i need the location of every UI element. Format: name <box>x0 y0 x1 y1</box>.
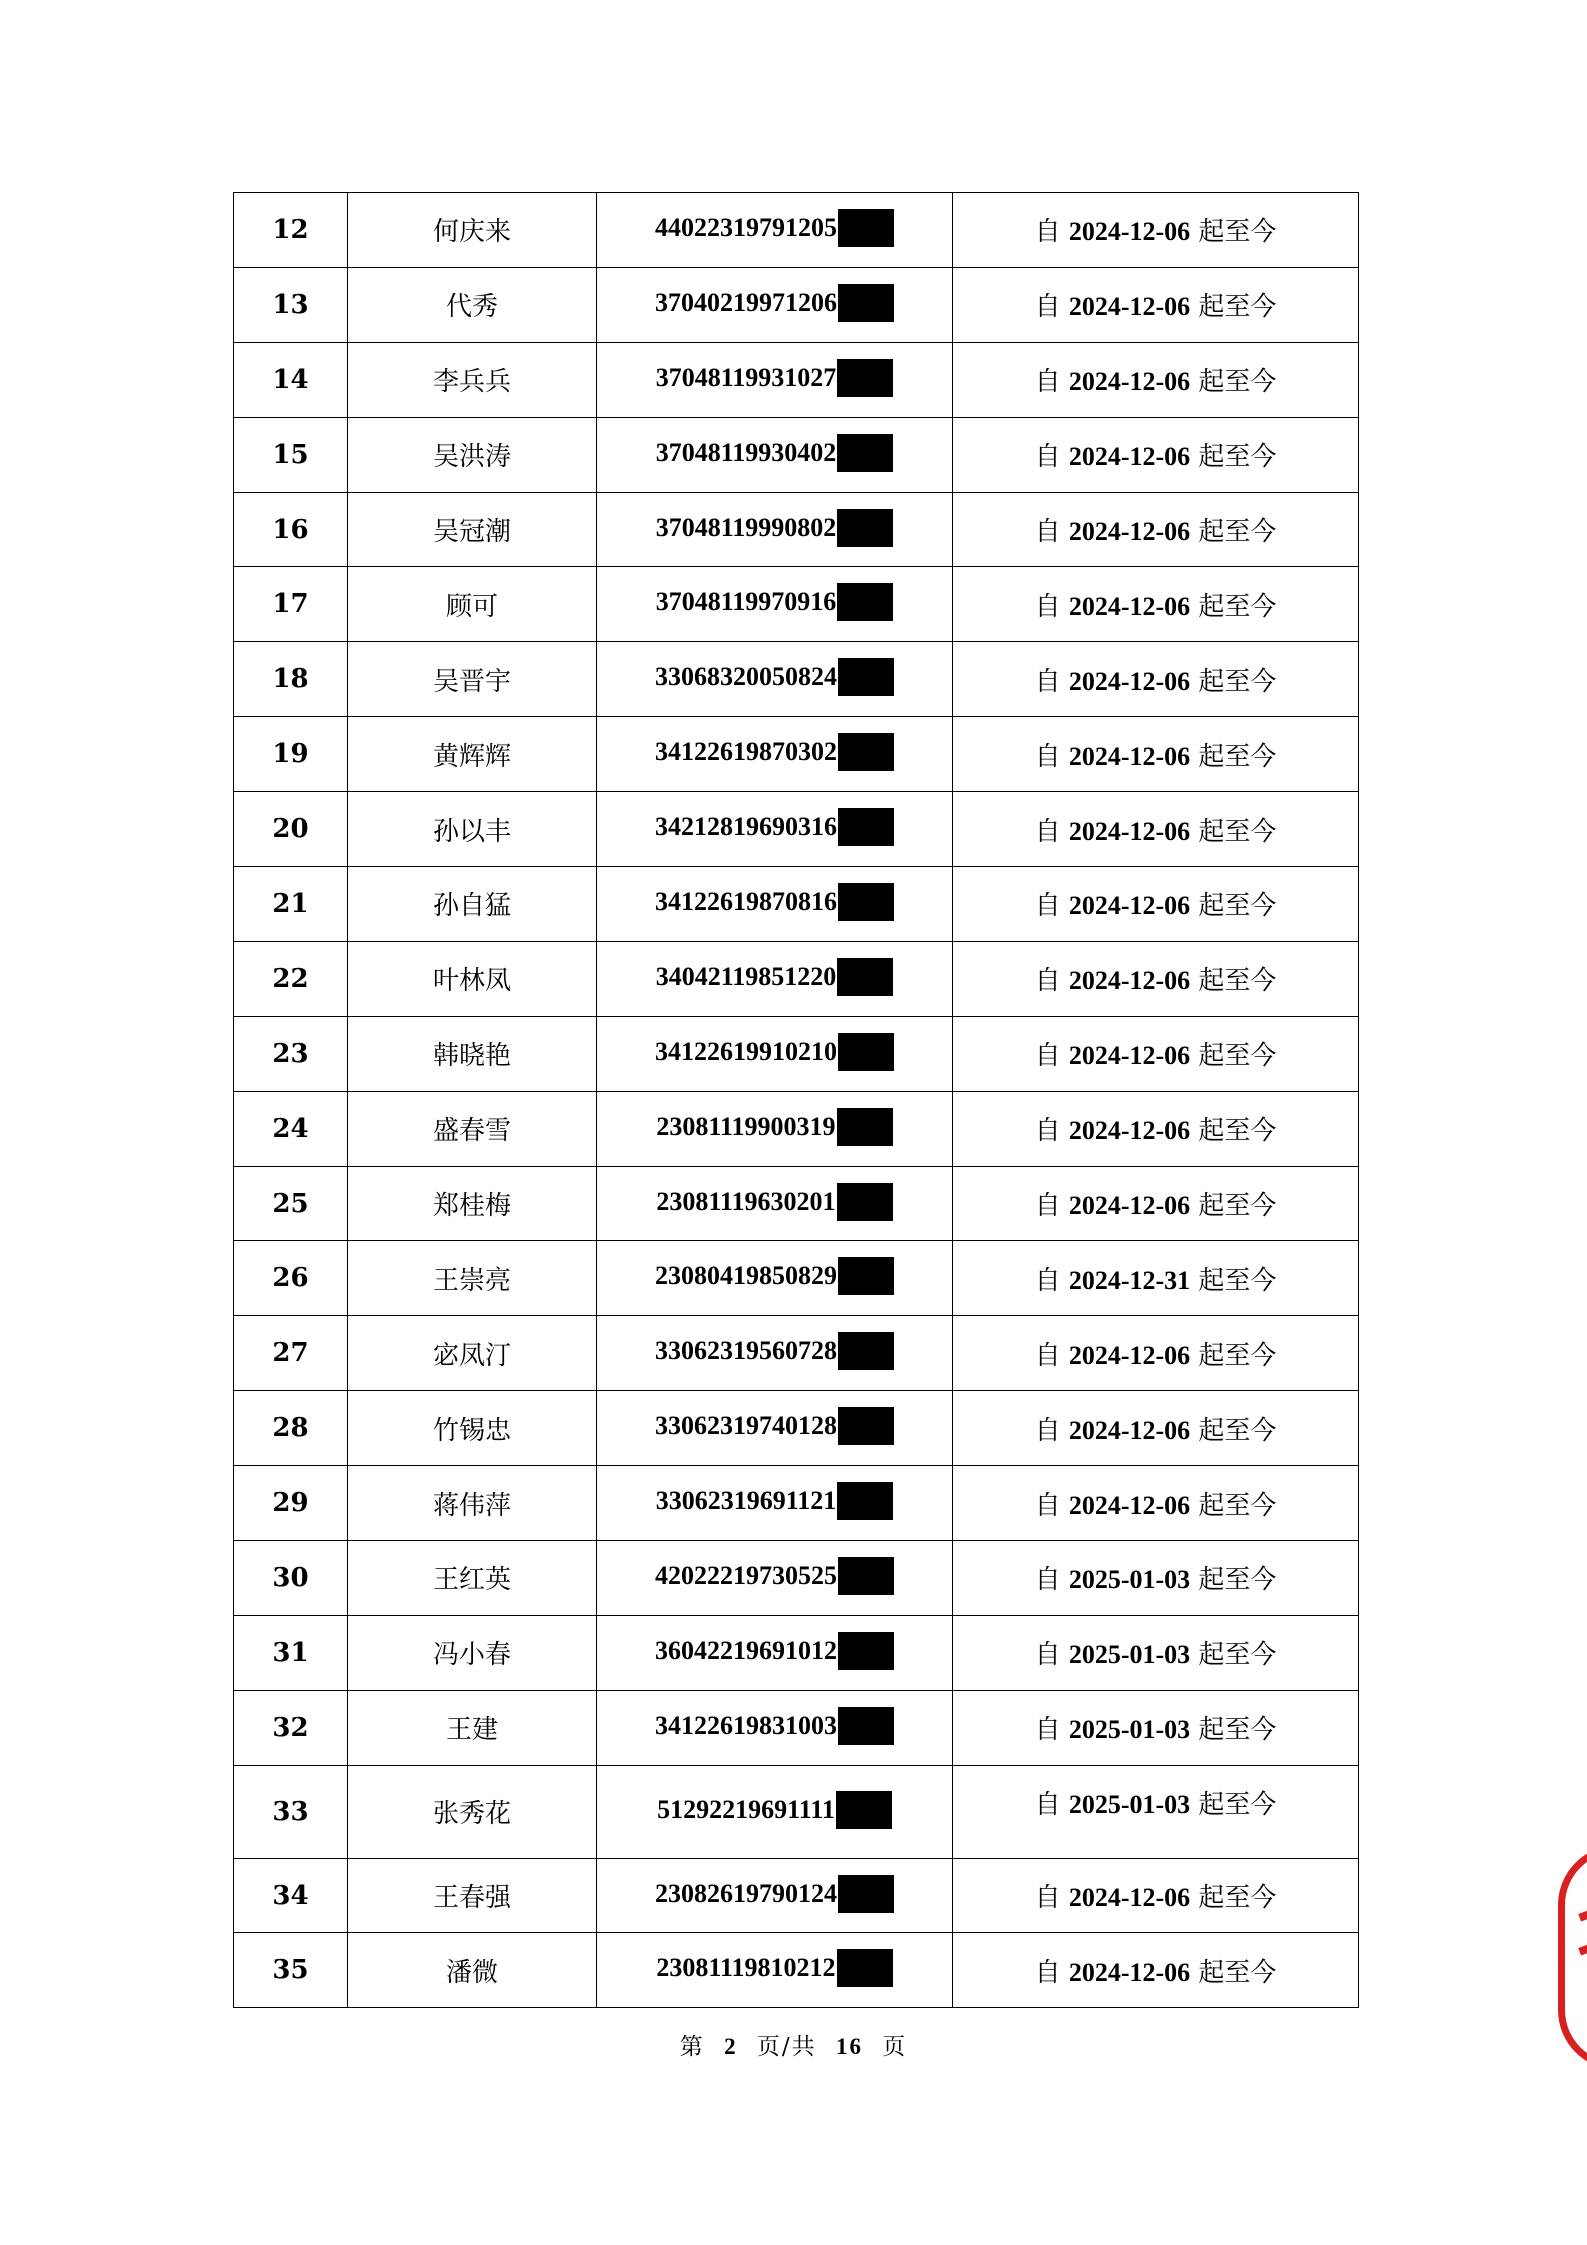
table-row <box>234 941 1359 1016</box>
id-number-cell <box>597 1391 953 1466</box>
start-date: 2024-12-06 <box>1068 1116 1191 1146</box>
person-name: 黄辉辉 <box>348 717 597 792</box>
redaction-block <box>838 1875 894 1913</box>
id-number-visible: 33062319740128 <box>655 1411 837 1441</box>
period-suffix: 起至今 <box>1190 1191 1277 1222</box>
person-name: 盛春雪 <box>348 1091 597 1166</box>
start-date: 2024-12-06 <box>1068 1041 1191 1071</box>
table-row <box>234 1316 1359 1391</box>
period-prefix: 自 <box>1034 1883 1069 1914</box>
person-name: 潘微 <box>348 1933 597 2008</box>
person-name: 李兵兵 <box>348 342 597 417</box>
effective-period <box>953 193 1359 268</box>
person-name: 韩晓艳 <box>348 1016 597 1091</box>
row-number: 25 <box>234 1166 348 1241</box>
start-date: 2024-12-06 <box>1068 1340 1191 1370</box>
row-number: 15 <box>234 417 348 492</box>
effective-period <box>953 1166 1359 1241</box>
id-number-cell <box>597 941 953 1016</box>
redaction-block <box>837 1108 893 1146</box>
id-number-cell <box>597 1690 953 1765</box>
effective-period <box>953 1765 1359 1858</box>
start-date: 2025-01-03 <box>1068 1565 1191 1595</box>
effective-period <box>953 717 1359 792</box>
redaction-block <box>837 958 893 996</box>
period-prefix: 自 <box>1034 367 1069 398</box>
id-number-visible: 33062319691121 <box>655 1486 837 1516</box>
period-prefix: 自 <box>1034 1789 1069 1820</box>
period-suffix: 起至今 <box>1190 966 1277 997</box>
effective-period <box>953 642 1359 717</box>
period-suffix: 起至今 <box>1190 1957 1277 1988</box>
effective-period <box>953 1466 1359 1541</box>
period-suffix: 起至今 <box>1190 591 1277 622</box>
id-number-cell <box>597 267 953 342</box>
effective-period <box>953 492 1359 567</box>
row-number: 30 <box>234 1541 348 1616</box>
effective-period <box>953 792 1359 867</box>
start-date: 2024-12-06 <box>1068 591 1191 621</box>
redaction-block <box>837 583 893 621</box>
person-name: 孙自猛 <box>348 867 597 942</box>
id-number-visible: 23081119810212 <box>656 1953 836 1983</box>
period-suffix: 起至今 <box>1190 816 1277 847</box>
row-number: 13 <box>234 267 348 342</box>
period-prefix: 自 <box>1034 966 1069 997</box>
id-number-cell <box>597 1858 953 1933</box>
period-suffix: 起至今 <box>1190 217 1277 248</box>
table-row <box>234 1241 1359 1316</box>
id-number-cell <box>597 567 953 642</box>
redaction-block <box>838 1707 894 1745</box>
id-number-visible: 23081119630201 <box>656 1186 836 1216</box>
redaction-block <box>837 359 893 397</box>
id-number-cell <box>597 1541 953 1616</box>
row-number: 24 <box>234 1091 348 1166</box>
id-number-cell <box>597 1615 953 1690</box>
redaction-block <box>838 1257 894 1295</box>
start-date: 2024-12-06 <box>1068 966 1191 996</box>
effective-period <box>953 1933 1359 2008</box>
period-prefix: 自 <box>1034 217 1069 248</box>
period-prefix: 自 <box>1034 1265 1069 1296</box>
row-number: 31 <box>234 1615 348 1690</box>
table-row <box>234 1391 1359 1466</box>
row-number: 18 <box>234 642 348 717</box>
row-number: 16 <box>234 492 348 567</box>
table-row <box>234 1091 1359 1166</box>
redaction-block <box>838 883 894 921</box>
row-number: 35 <box>234 1933 348 2008</box>
table-row <box>234 567 1359 642</box>
effective-period <box>953 1091 1359 1166</box>
effective-period <box>953 1858 1359 1933</box>
id-number-cell <box>597 1765 953 1858</box>
period-suffix: 起至今 <box>1190 1789 1277 1820</box>
row-number: 19 <box>234 717 348 792</box>
page-footer <box>0 2028 1587 2061</box>
start-date: 2024-12-06 <box>1068 517 1191 546</box>
redaction-block <box>837 434 893 472</box>
id-number-cell <box>597 1241 953 1316</box>
id-number-cell <box>597 717 953 792</box>
person-name: 宓凤汀 <box>348 1316 597 1391</box>
table-row <box>234 1933 1359 2008</box>
row-number: 29 <box>234 1466 348 1541</box>
table-row <box>234 267 1359 342</box>
id-number-cell <box>597 792 953 867</box>
redaction-block <box>837 1183 893 1221</box>
table-row <box>234 342 1359 417</box>
id-number-cell <box>597 1933 953 2008</box>
table-row <box>234 717 1359 792</box>
table-row <box>234 1466 1359 1541</box>
period-prefix: 自 <box>1034 1490 1069 1521</box>
effective-period <box>953 1615 1359 1690</box>
person-name: 郑桂梅 <box>348 1166 597 1241</box>
start-date: 2025-01-03 <box>1068 1789 1191 1819</box>
period-suffix: 起至今 <box>1190 741 1277 772</box>
effective-period <box>953 267 1359 342</box>
id-number-visible: 34122619831003 <box>655 1710 837 1740</box>
id-number-cell <box>597 417 953 492</box>
row-number: 22 <box>234 941 348 1016</box>
id-number-visible: 44022319791205 <box>655 212 837 242</box>
id-number-cell <box>597 193 953 268</box>
period-suffix: 起至今 <box>1190 1640 1277 1671</box>
effective-period <box>953 1391 1359 1466</box>
person-name: 张秀花 <box>348 1765 597 1858</box>
redaction-block <box>838 1332 894 1370</box>
period-suffix: 起至今 <box>1190 517 1277 547</box>
start-date: 2025-01-03 <box>1068 1640 1191 1670</box>
effective-period <box>953 1241 1359 1316</box>
start-date: 2024-12-06 <box>1068 217 1191 247</box>
table-row <box>234 642 1359 717</box>
period-prefix: 自 <box>1034 816 1069 847</box>
period-suffix: 起至今 <box>1190 1041 1277 1072</box>
person-name: 孙以丰 <box>348 792 597 867</box>
table-row <box>234 1765 1359 1858</box>
period-suffix: 起至今 <box>1190 1415 1277 1446</box>
period-prefix: 自 <box>1034 1565 1069 1596</box>
roster-table-body <box>234 193 1359 2008</box>
id-number-visible: 23082619790124 <box>655 1878 837 1908</box>
start-date: 2024-12-06 <box>1068 1883 1191 1913</box>
period-suffix: 起至今 <box>1190 1340 1277 1371</box>
table-row <box>234 1858 1359 1933</box>
table-row <box>234 193 1359 268</box>
row-number: 28 <box>234 1391 348 1466</box>
period-prefix: 自 <box>1034 1715 1069 1746</box>
id-number-visible: 33068320050824 <box>655 662 837 692</box>
row-number: 26 <box>234 1241 348 1316</box>
period-suffix: 起至今 <box>1190 367 1277 398</box>
redaction-block <box>836 1791 892 1829</box>
id-number-cell <box>597 1016 953 1091</box>
footer-total-pages: 16 <box>835 2034 863 2059</box>
period-prefix: 自 <box>1034 1340 1069 1371</box>
row-number: 23 <box>234 1016 348 1091</box>
id-number-cell <box>597 1466 953 1541</box>
period-suffix: 起至今 <box>1190 1116 1277 1147</box>
period-prefix: 自 <box>1034 1415 1069 1446</box>
row-number: 14 <box>234 342 348 417</box>
start-date: 2024-12-06 <box>1068 367 1191 397</box>
person-name: 王春强 <box>348 1858 597 1933</box>
effective-period <box>953 1541 1359 1616</box>
id-number-visible: 34212819690316 <box>655 812 837 842</box>
row-number: 17 <box>234 567 348 642</box>
footer-suffix: 页 <box>882 2034 908 2060</box>
start-date: 2024-12-31 <box>1068 1265 1191 1295</box>
footer-middle: 页/共 <box>756 2034 817 2060</box>
period-prefix: 自 <box>1034 591 1069 622</box>
row-number: 12 <box>234 193 348 268</box>
redaction-block <box>837 1949 893 1987</box>
person-name: 代秀 <box>348 267 597 342</box>
row-number: 33 <box>234 1765 348 1858</box>
id-number-cell <box>597 1166 953 1241</box>
period-prefix: 自 <box>1034 1640 1069 1671</box>
id-number-visible: 34122619870816 <box>655 886 837 916</box>
effective-period <box>953 1016 1359 1091</box>
id-number-visible: 37048119990802 <box>655 512 837 542</box>
start-date: 2024-12-06 <box>1068 666 1191 696</box>
id-number-visible: 34122619870302 <box>655 737 837 767</box>
start-date: 2024-12-06 <box>1068 1191 1191 1221</box>
start-date: 2024-12-06 <box>1068 741 1191 771</box>
redaction-block <box>838 658 894 696</box>
id-number-visible: 23081119900319 <box>656 1111 836 1141</box>
person-name: 顾可 <box>348 567 597 642</box>
roster-table <box>233 192 1359 2008</box>
table-row <box>234 492 1359 567</box>
period-suffix: 起至今 <box>1190 1565 1277 1596</box>
person-name: 王红英 <box>348 1541 597 1616</box>
start-date: 2024-12-06 <box>1068 1415 1191 1445</box>
person-name: 王崇亮 <box>348 1241 597 1316</box>
period-suffix: 起至今 <box>1190 292 1277 323</box>
id-number-visible: 37048119930402 <box>655 437 837 467</box>
id-number-visible: 51292219691111 <box>657 1794 835 1824</box>
period-suffix: 起至今 <box>1190 442 1277 473</box>
redaction-block <box>838 1033 894 1071</box>
id-number-cell <box>597 642 953 717</box>
table-row <box>234 417 1359 492</box>
person-name: 冯小春 <box>348 1615 597 1690</box>
id-number-visible: 37040219971206 <box>655 287 837 317</box>
person-name: 蒋伟萍 <box>348 1466 597 1541</box>
person-name: 王建 <box>348 1690 597 1765</box>
period-suffix: 起至今 <box>1190 1490 1277 1521</box>
table-row <box>234 1166 1359 1241</box>
period-prefix: 自 <box>1034 1116 1069 1147</box>
effective-period <box>953 567 1359 642</box>
person-name: 竹锡忠 <box>348 1391 597 1466</box>
start-date: 2024-12-06 <box>1068 292 1191 322</box>
id-number-cell <box>597 492 953 567</box>
start-date: 2024-12-06 <box>1068 442 1191 472</box>
person-name: 叶林凤 <box>348 941 597 1016</box>
footer-prefix: 第 <box>679 2034 705 2060</box>
row-number: 27 <box>234 1316 348 1391</box>
id-number-visible: 37048119931027 <box>655 362 837 392</box>
id-number-visible: 34122619910210 <box>655 1036 837 1066</box>
id-number-cell <box>597 867 953 942</box>
period-prefix: 自 <box>1034 517 1069 547</box>
person-name: 吴冠潮 <box>348 492 597 567</box>
start-date: 2024-12-06 <box>1068 1490 1191 1520</box>
id-number-cell <box>597 1091 953 1166</box>
period-suffix: 起至今 <box>1190 1883 1277 1914</box>
redaction-block <box>838 1557 894 1595</box>
id-number-visible: 23080419850829 <box>655 1261 837 1291</box>
period-prefix: 自 <box>1034 1191 1069 1222</box>
footer-page-number: 2 <box>724 2034 738 2059</box>
person-name: 吴晋宇 <box>348 642 597 717</box>
period-suffix: 起至今 <box>1190 666 1277 697</box>
person-name: 何庆来 <box>348 193 597 268</box>
redaction-block <box>838 733 894 771</box>
redaction-block <box>838 1632 894 1670</box>
period-prefix: 自 <box>1034 1957 1069 1988</box>
redaction-block <box>838 284 894 322</box>
row-number: 34 <box>234 1858 348 1933</box>
period-prefix: 自 <box>1034 666 1069 697</box>
period-prefix: 自 <box>1034 1041 1069 1072</box>
row-number: 20 <box>234 792 348 867</box>
person-name: 吴洪涛 <box>348 417 597 492</box>
redaction-block <box>837 509 893 547</box>
id-number-visible: 37048119970916 <box>655 587 837 617</box>
table-row <box>234 1016 1359 1091</box>
table-row <box>234 1615 1359 1690</box>
period-suffix: 起至今 <box>1190 891 1277 922</box>
row-number: 32 <box>234 1690 348 1765</box>
table-row <box>234 792 1359 867</box>
table-row <box>234 1690 1359 1765</box>
id-number-visible: 42022219730525 <box>655 1560 837 1590</box>
period-prefix: 自 <box>1034 891 1069 922</box>
effective-period <box>953 417 1359 492</box>
id-number-cell <box>597 1316 953 1391</box>
row-number: 21 <box>234 867 348 942</box>
effective-period <box>953 867 1359 942</box>
table-row <box>234 1541 1359 1616</box>
id-number-cell <box>597 342 953 417</box>
redaction-block <box>838 1407 894 1445</box>
seal-mark <box>1578 1940 1587 1955</box>
effective-period <box>953 1690 1359 1765</box>
seal-mark <box>1578 1906 1587 1921</box>
effective-period <box>953 941 1359 1016</box>
id-number-visible: 36042219691012 <box>655 1635 837 1665</box>
redaction-block <box>838 808 894 846</box>
redaction-block <box>837 1482 893 1520</box>
redaction-block <box>838 209 894 247</box>
table-row <box>234 867 1359 942</box>
period-prefix: 自 <box>1034 741 1069 772</box>
start-date: 2024-12-06 <box>1068 816 1191 846</box>
start-date: 2024-12-06 <box>1068 1957 1191 1987</box>
effective-period <box>953 342 1359 417</box>
effective-period <box>953 1316 1359 1391</box>
period-suffix: 起至今 <box>1190 1265 1277 1296</box>
id-number-visible: 33062319560728 <box>655 1336 837 1366</box>
start-date: 2025-01-03 <box>1068 1715 1191 1745</box>
period-suffix: 起至今 <box>1190 1715 1277 1746</box>
start-date: 2024-12-06 <box>1068 891 1191 921</box>
period-prefix: 自 <box>1034 292 1069 323</box>
period-prefix: 自 <box>1034 442 1069 473</box>
id-number-visible: 34042119851220 <box>655 961 837 991</box>
